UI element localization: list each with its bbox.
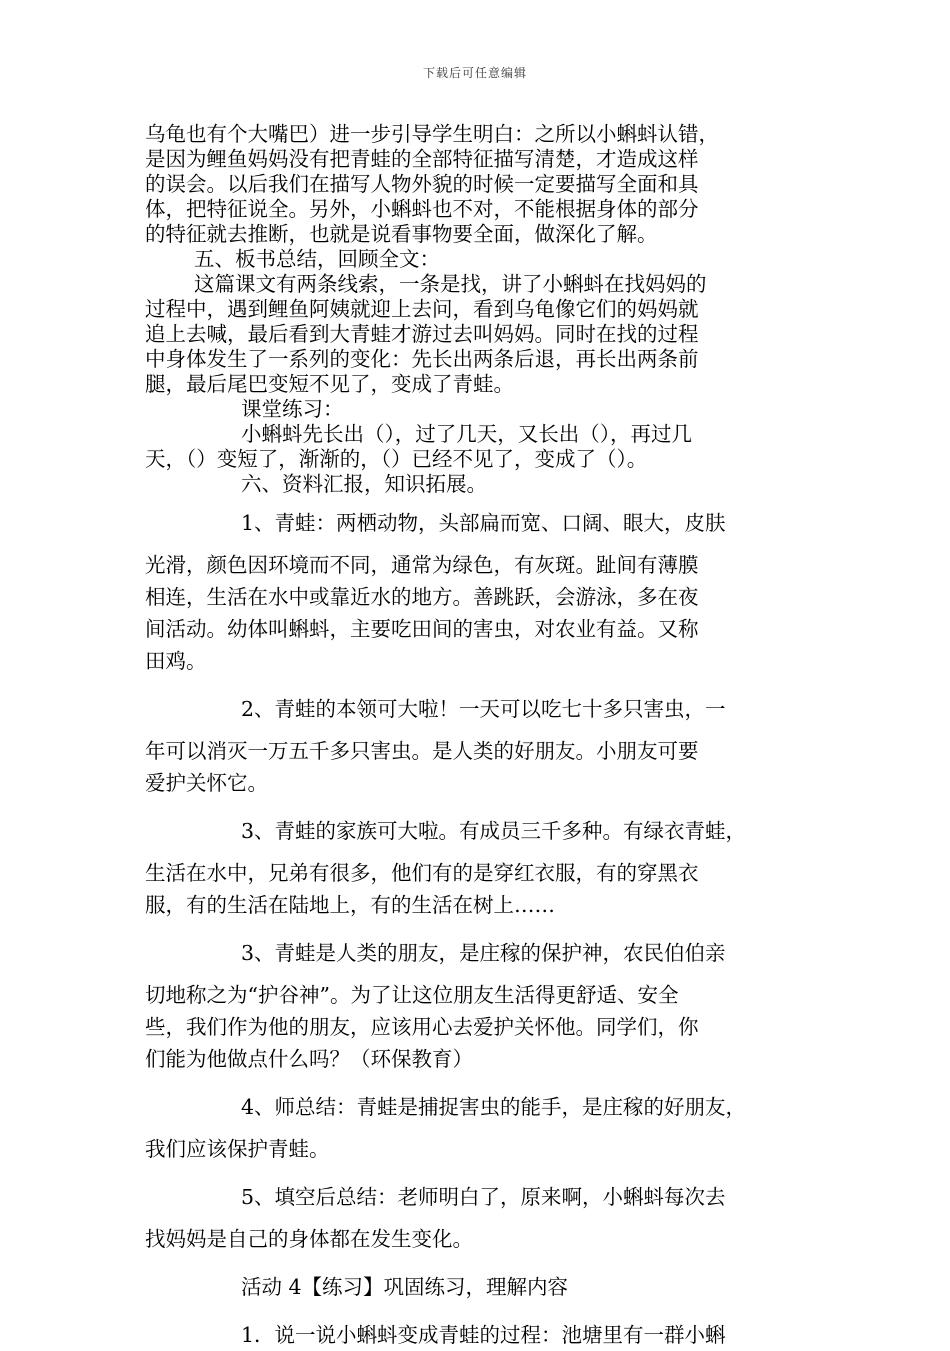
text-line: 的误会。以后我们在描写人物外貌的时候一定要描写全面和具: [145, 172, 699, 196]
text-line: 追上去喊，最后看到大青蛙才游过去叫妈妈。同时在找的过程: [145, 322, 699, 346]
exercise-title: 课堂练习：: [241, 397, 344, 421]
text-line: 是因为鲤鱼妈妈没有把青蛙的全部特征描写清楚，才造成这样: [145, 147, 699, 171]
text-line: 小蝌蚪先长出（），过了几天，又长出（），再过几: [241, 422, 692, 446]
text-line: 的特征就去推断，也就是说看事物要全面，做深化了解。: [145, 222, 658, 246]
document-body: [145, 122, 805, 1351]
text-line: 间活动。幼体叫蝌蚪，主要吃田间的害虫，对农业有益。又称: [145, 617, 699, 641]
text-line: 爱护关怀它。: [145, 771, 268, 795]
text-line: 找妈妈是自己的身体都在发生变化。: [145, 1227, 473, 1251]
text-line: 生活在水中，兄弟有很多，他们有的是穿红衣服，有的穿黑衣: [145, 861, 699, 885]
text-line: 1、青蛙：两栖动物，头部扁而宽、口阔、眼大，皮肤: [241, 511, 726, 535]
text-line: 过程中，遇到鲤鱼阿姨就迎上去问，看到乌龟像它们的妈妈就: [145, 297, 699, 321]
page-header: 下载后可任意编辑: [422, 66, 527, 80]
text-line: 服，有的生活在陆地上，有的生活在树上……: [145, 893, 555, 917]
text-line: 些，我们作为他的朋友，应该用心去爱护关怀他。同学们，你: [145, 1015, 699, 1039]
text-line: 腿，最后尾巴变短不见了，变成了青蛙。: [145, 372, 514, 396]
section-five-title: 五、板书总结，回顾全文：: [194, 247, 440, 271]
text-line: 年可以消灭一万五千多只害虫。是人类的好朋友。小朋友可要: [145, 739, 699, 763]
text-line: 2、青蛙的本领可大啦！一天可以吃七十多只害虫，一: [241, 697, 726, 721]
text-line: 5、填空后总结：老师明白了，原来啊，小蝌蚪每次去: [241, 1185, 726, 1209]
text-line: 天，（）变短了，渐渐的，（）已经不见了，变成了（）。: [145, 447, 648, 471]
text-line: 3、青蛙的家族可大啦。有成员三千多种。有绿衣青蛙，: [241, 819, 747, 843]
text-line: 们能为他做点什么吗？（环保教育）: [145, 1047, 473, 1071]
text-line: 我们应该保护青蛙。: [145, 1137, 330, 1161]
knowledge-items: [145, 507, 805, 1351]
section-six-title: 六、资料汇报，知识拓展。: [241, 472, 487, 496]
text-line: 这篇课文有两条线索，一条是找，讲了小蝌蚪在找妈妈的: [194, 272, 707, 296]
text-line: 乌龟也有个大嘴巴）进一步引导学生明白：之所以小蝌蚪认错，: [145, 122, 719, 146]
text-line: 体，把特征说全。另外，小蝌蚪也不对，不能根据身体的部分: [145, 197, 699, 221]
text-line: 4、师总结：青蛙是捕捉害虫的能手，是庄稼的好朋友，: [241, 1095, 747, 1119]
text-line: 光滑，颜色因环境而不同，通常为绿色，有灰斑。趾间有薄膜: [145, 553, 699, 577]
text-line: 1．说一说小蝌蚪变成青蛙的过程：池塘里有一群小蝌: [241, 1323, 726, 1347]
text-line: 3、青蛙是人类的朋友，是庄稼的保护神，农民伯伯亲: [241, 941, 726, 965]
text-line: 相连，生活在水中或靠近水的地方。善跳跃，会游泳，多在夜: [145, 585, 699, 609]
paragraph-intro: [145, 122, 805, 497]
text-line: 切地称之为“护谷神”。为了让这位朋友生活得更舒适、安全: [145, 983, 679, 1007]
text-line: 中身体发生了一系列的变化：先长出两条后退，再长出两条前: [145, 347, 699, 371]
text-line: 田鸡。: [145, 649, 207, 673]
activity-four-heading: 活动 4【练习】巩固练习，理解内容: [241, 1275, 569, 1299]
